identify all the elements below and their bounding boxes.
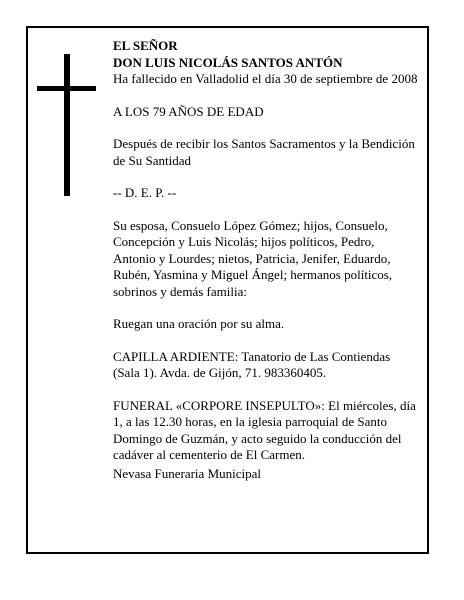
cross-vertical-bar [64,54,70,196]
family-list: Su esposa, Consuelo López Gómez; hijos, Consuelo, Concepción y Luis Nicolás; hijos políticos, Pedro, Antonio y Lourdes; nietos, Patricia, Jenifer, Eduardo, Rubén, Yasmina y Miguel Ángel; hermanos políticos, sobrinos y demás familia: [113,217,393,299]
cross-horizontal-bar [37,86,96,91]
prayer-line: Ruegan una oración por su alma. [113,316,285,331]
rip-line: -- D. E. P. -- [113,185,177,200]
chapel-info: CAPILLA ARDIENTE: Tanatorio de Las Contiendas (Sala 1). Avda. de Gijón, 71. 983360405. [113,348,391,380]
obituary-text [113,38,418,482]
funeral-info: FUNERAL «CORPORE INSEPULTO»: El miércoles, día 1, a las 12.30 horas, en la iglesia parroquial de Santo Domingo de Guzmán, y acto seguido la conducción del cadáver al cementerio de El Carmen. [113,397,416,462]
death-notice: Ha fallecido en Valladolid el día 30 de septiembre de 2008 [113,71,418,86]
sacraments-line: Después de recibir los Santos Sacramentos y la Bendición de Su Santidad [113,136,415,168]
title-line-1: EL SEÑOR [113,38,178,53]
age-line: A LOS 79 AÑOS DE EDAD [113,103,264,119]
deceased-name: DON LUIS NICOLÁS SANTOS ANTÓN [113,54,343,70]
funeral-home: Nevasa Funeraria Municipal [113,465,262,481]
